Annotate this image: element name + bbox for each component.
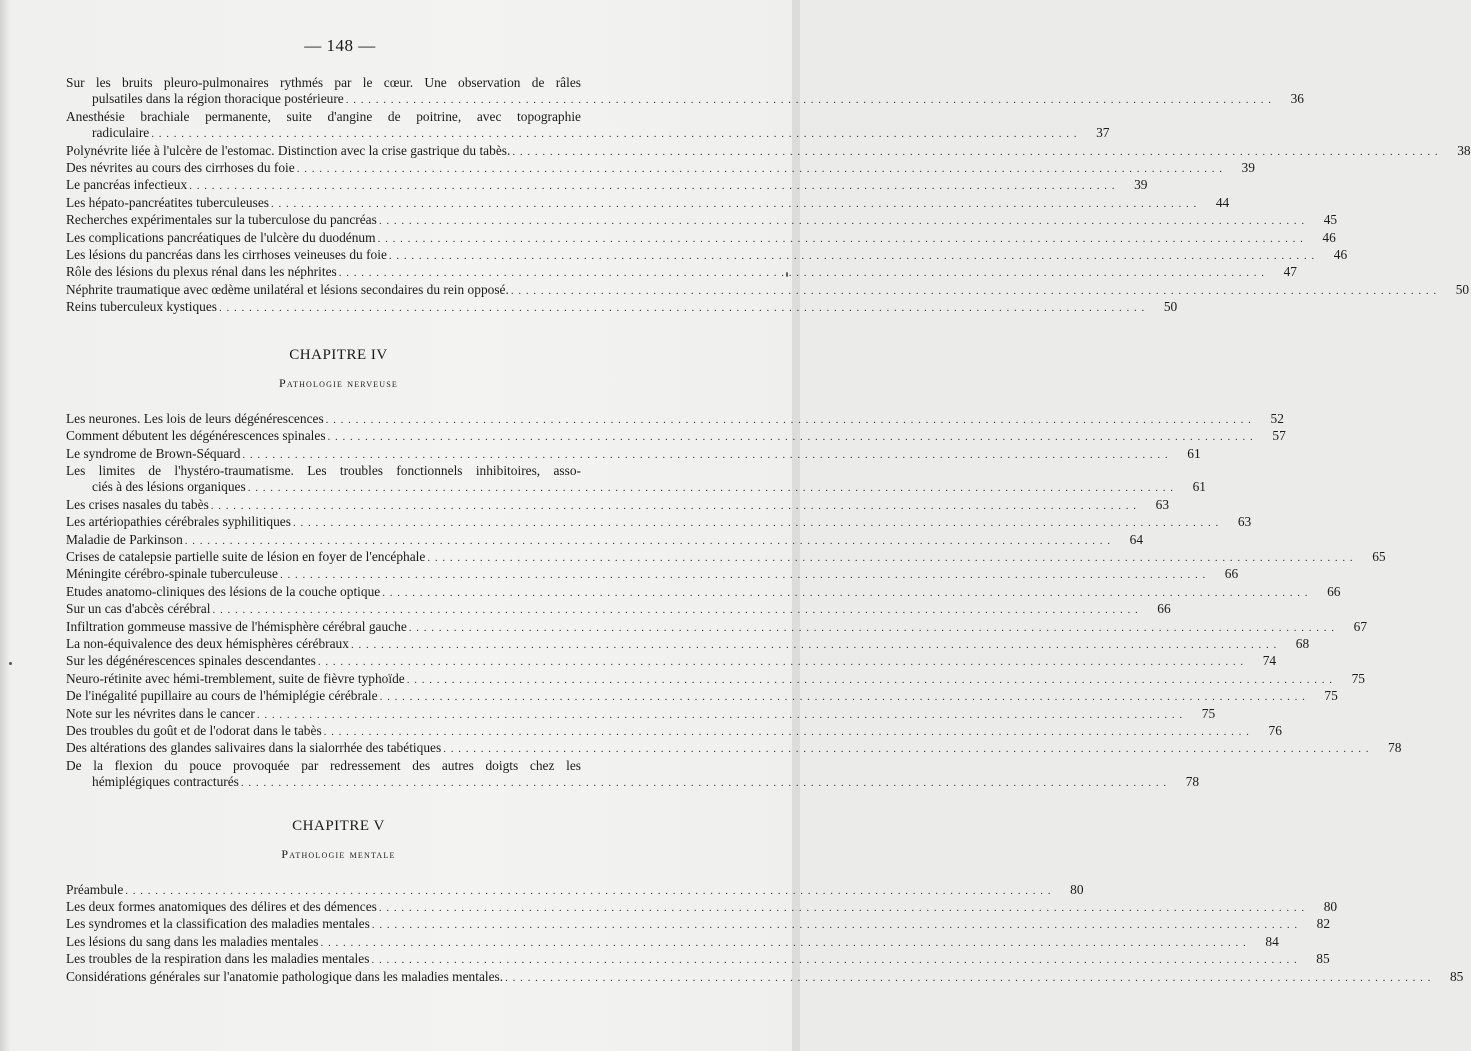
toc-entry-line	[66, 723, 1282, 740]
toc-entry-line	[66, 91, 1304, 108]
toc-entry	[66, 299, 1178, 316]
toc-page-number: 67	[1353, 618, 1368, 634]
toc-page-number: 68	[1295, 635, 1310, 651]
dot-leader	[389, 248, 1315, 264]
dot-leader	[443, 741, 1369, 757]
toc-entry	[66, 247, 1348, 264]
toc-page-number: 85	[1316, 951, 1330, 967]
print-speck	[9, 662, 12, 665]
chapter-iv-subheading: Pathologie nerveuse	[279, 375, 398, 390]
toc-entry	[66, 635, 1310, 653]
toc-page-number: 46	[1322, 229, 1336, 245]
dot-leader	[512, 144, 1438, 160]
toc-page-number: 75	[1351, 670, 1365, 686]
toc-entry-title: Néphrite traumatique avec œdème unilatéral et lésions secondaires du rein opposé.	[66, 281, 509, 297]
toc-entry-line	[66, 410, 1284, 428]
toc-entry	[66, 951, 1330, 968]
toc-entry-title: pulsatiles dans la région thoracique postérieure	[92, 91, 344, 107]
toc-list-chapter5	[66, 881, 1464, 986]
toc-entry-title: Des troubles du goût et de l'odorat dans le tabès	[66, 723, 322, 738]
toc-entry-title: Infiltration gommeuse massive de l'hémisphère cérébral gauche	[66, 618, 407, 634]
toc-entry-line	[66, 281, 1470, 299]
toc-entry-title: Le pancréas infectieux	[66, 177, 188, 193]
toc-entry-line	[66, 264, 1297, 281]
table-of-contents	[66, 75, 1471, 986]
toc-entry-title: Les crises nasales du tabès	[66, 496, 209, 512]
toc-entry-title: Le syndrome de Brown-Séquard	[66, 445, 241, 461]
toc-entry-line	[66, 531, 1144, 549]
dot-leader	[212, 602, 1138, 618]
toc-page-number: 47	[1283, 264, 1297, 280]
toc-entry-line	[66, 194, 1230, 212]
toc-entry	[66, 445, 1201, 463]
dot-leader	[407, 672, 1333, 688]
toc-entry-line	[66, 899, 1338, 916]
dot-leader	[219, 300, 1145, 316]
toc-entry-line	[66, 583, 1341, 601]
toc-list-chapter3-continued	[66, 75, 1471, 317]
toc-entry	[66, 881, 1084, 899]
toc-entry-line	[66, 670, 1365, 688]
toc-entry-title: Les lésions du sang dans les maladies mentales	[66, 933, 319, 949]
dot-leader	[189, 178, 1115, 194]
toc-entry	[66, 531, 1144, 549]
toc-entry	[66, 410, 1284, 428]
toc-entry	[66, 933, 1279, 951]
toc-entry	[66, 705, 1216, 723]
toc-entry	[66, 264, 1297, 281]
toc-list-chapter4	[66, 410, 1402, 792]
dot-leader	[257, 707, 1183, 723]
toc-entry	[66, 496, 1170, 514]
toc-entry-line	[66, 428, 1286, 445]
toc-page-number: 66	[1327, 583, 1341, 599]
toc-entry-title: De l'inégalité pupillaire au cours de l'hémiplégie cérébrale	[66, 688, 378, 704]
dot-leader	[318, 654, 1244, 670]
toc-page-number: 50	[1455, 281, 1470, 297]
toc-page-number: 44	[1215, 194, 1230, 210]
toc-page-number: 85	[1449, 968, 1464, 984]
toc-entry-title: Anesthésie brachiale permanente, suite d'angine de poitrine, avec topographie	[66, 108, 581, 124]
dot-leader	[271, 196, 1197, 212]
toc-entry	[66, 968, 1464, 986]
toc-entry-title: La non-équivalence des deux hémisphères cérébraux	[66, 635, 349, 651]
toc-entry-line	[66, 463, 611, 479]
toc-entry-title: Les limites de l'hystéro-traumatisme. Les troubles fonctionnels inhibitoires, asso-	[66, 462, 581, 478]
toc-page-number: 37	[1096, 125, 1110, 141]
toc-entry-title: Note sur les névrites dans le cancer	[66, 705, 255, 721]
toc-entry	[66, 75, 1304, 109]
toc-entry	[66, 757, 1200, 792]
dot-leader	[372, 917, 1298, 933]
toc-entry-line	[66, 445, 1201, 463]
toc-entry-line	[66, 705, 1216, 723]
toc-page-number: 63	[1237, 514, 1252, 530]
chapter-v-subheading: Pathologie mentale	[281, 846, 396, 861]
toc-entry-title: De la flexion du pouce provoquée par redressement des autres doigts chez les	[66, 757, 581, 773]
toc-entry-title: Les troubles de la respiration dans les maladies mentales	[66, 951, 370, 967]
toc-entry	[66, 688, 1338, 705]
toc-entry-line	[66, 916, 1331, 933]
toc-entry-line	[66, 142, 1471, 160]
toc-entry	[66, 566, 1239, 583]
dot-leader	[351, 637, 1277, 653]
toc-entry-title: Crises de catalepsie partielle suite de lésion en foyer de l'encéphale	[66, 548, 426, 564]
toc-entry-line	[66, 109, 611, 125]
toc-page-number: 66	[1224, 566, 1239, 582]
toc-page-number: 52	[1270, 410, 1284, 426]
dot-leader	[248, 480, 1174, 496]
toc-entry-line	[66, 160, 1255, 177]
dot-leader	[427, 550, 1353, 566]
dot-leader	[185, 533, 1111, 549]
toc-page-number: 84	[1265, 933, 1279, 949]
toc-entry	[66, 740, 1402, 757]
toc-entry-line	[66, 496, 1170, 514]
dot-leader	[280, 567, 1206, 583]
dot-leader	[324, 724, 1250, 740]
dot-leader	[379, 213, 1305, 229]
toc-entry-title: Sur un cas d'abcès cérébral	[66, 601, 211, 617]
toc-entry-title: Les artériopathies cérébrales syphilitiques	[66, 514, 291, 530]
toc-entry-line	[66, 774, 1200, 791]
toc-page-number: 57	[1272, 428, 1286, 444]
toc-page-number: 61	[1192, 479, 1206, 495]
chapter-iv-heading: CHAPITRE IV	[289, 346, 388, 363]
toc-entry	[66, 916, 1331, 933]
toc-page-number: 80	[1070, 881, 1084, 897]
chapter-v-heading: CHAPITRE V	[292, 817, 385, 834]
toc-page-number: 64	[1129, 531, 1144, 547]
dot-leader	[379, 900, 1305, 916]
toc-entry-line	[66, 968, 1464, 986]
toc-entry-title: Les complications pancréatiques de l'ulcère du duodénum	[66, 229, 376, 245]
toc-entry-title: Reins tuberculeux kystiques	[66, 299, 217, 315]
toc-entry-line	[66, 479, 1206, 496]
dot-leader	[293, 515, 1219, 531]
toc-entry-title: Comment débutent les dégénérescences spinales	[66, 428, 326, 444]
toc-entry-title: Des névrites au cours des cirrhoses du foie	[66, 160, 295, 176]
toc-entry	[66, 462, 1206, 497]
toc-entry-title: Des altérations des glandes salivaires dans la sialorrhée des tabétiques	[66, 740, 442, 756]
toc-entry-title: Maladie de Parkinson	[66, 531, 183, 547]
page-number: — 148 —	[304, 36, 376, 55]
toc-entry	[66, 177, 1148, 194]
toc-entry	[66, 108, 1110, 143]
toc-entry-line	[66, 566, 1239, 583]
toc-entry	[66, 653, 1277, 670]
toc-entry-title: Les neurones. Les lois de leurs dégénérescences	[66, 410, 324, 426]
toc-entry-title: Etudes anatomo-cliniques des lésions de la couche optique	[66, 583, 381, 599]
toc-entry-title: Les lésions du pancréas dans les cirrhoses veineuses du foie	[66, 247, 387, 263]
toc-entry-title: Rôle des lésions du plexus rénal dans les néphrites	[66, 264, 337, 280]
toc-entry-title: Méningite cérébro-spinale tuberculeuse	[66, 566, 278, 582]
toc-entry	[66, 281, 1470, 299]
dot-leader	[409, 620, 1335, 636]
toc-entry	[66, 212, 1338, 229]
dot-leader	[339, 265, 1265, 281]
dot-leader	[346, 92, 1272, 108]
toc-page-number: 39	[1241, 160, 1255, 176]
toc-entry-title: Les hépato-pancréatites tuberculeuses	[66, 194, 269, 210]
toc-entry-title: hémiplégiques contracturés	[92, 774, 239, 790]
dot-leader	[241, 775, 1167, 791]
dot-leader	[297, 161, 1223, 177]
toc-entry-line	[66, 75, 611, 91]
toc-page-number: 66	[1157, 601, 1171, 617]
toc-page-number: 39	[1134, 177, 1148, 193]
print-speck	[786, 272, 788, 277]
dot-leader	[382, 585, 1308, 601]
toc-entry-line	[66, 514, 1252, 531]
dot-leader	[380, 689, 1306, 705]
toc-entry	[66, 670, 1365, 688]
toc-entry-title: Neuro-rétinite avec hémi-tremblement, suite de fièvre typhoïde	[66, 670, 405, 686]
toc-entry-title: Les deux formes anatomiques des délires et des démences	[66, 899, 377, 915]
dot-leader	[511, 283, 1437, 299]
toc-entry	[66, 194, 1230, 212]
dot-leader	[242, 447, 1168, 463]
toc-page-number: 65	[1372, 548, 1386, 564]
dot-leader	[326, 412, 1252, 428]
toc-page-number: 38	[1457, 142, 1471, 158]
toc-entry	[66, 899, 1338, 916]
toc-page-number: 50	[1163, 299, 1178, 315]
toc-entry-line	[66, 740, 1402, 757]
toc-entry	[66, 142, 1471, 160]
toc-entry	[66, 229, 1336, 247]
toc-page-number: 45	[1323, 212, 1338, 228]
toc-entry-line	[66, 758, 611, 774]
toc-entry-line	[66, 618, 1368, 636]
toc-page-number: 75	[1201, 705, 1216, 721]
toc-page-number: 74	[1262, 653, 1277, 669]
toc-entry	[66, 618, 1368, 636]
toc-page-number: 75	[1324, 688, 1338, 704]
toc-entry	[66, 514, 1252, 531]
toc-page-number: 78	[1388, 740, 1402, 756]
toc-page-number: 46	[1333, 247, 1348, 263]
toc-entry-line	[66, 229, 1336, 247]
toc-entry-line	[66, 881, 1084, 899]
toc-entry-line	[66, 247, 1348, 264]
toc-entry-line	[66, 125, 1110, 142]
toc-page-number: 63	[1155, 496, 1170, 512]
toc-entry-title: Sur les dégénérescences spinales descendantes	[66, 653, 316, 669]
toc-entry	[66, 428, 1286, 445]
toc-entry	[66, 601, 1171, 618]
toc-entry-title: Les syndromes et la classification des maladies mentales	[66, 916, 370, 932]
toc-entry	[66, 160, 1255, 177]
toc-entry-line	[66, 653, 1277, 670]
toc-page-number: 82	[1316, 916, 1331, 932]
dot-leader	[125, 883, 1051, 899]
toc-page-number: 80	[1323, 899, 1338, 915]
toc-entry-line	[66, 299, 1178, 316]
toc-entry-title: Considérations générales sur l'anatomie pathologique dans les maladies mentales.	[66, 968, 504, 984]
toc-entry-title: Polynévrite liée à l'ulcère de l'estomac. Distinction avec la crise gastrique du tabès.	[66, 142, 511, 158]
toc-entry-title: Sur les bruits pleuro-pulmonaires rythmés par le cœur. Une observation de râles	[66, 75, 581, 90]
toc-entry	[66, 583, 1341, 601]
toc-page-number: 78	[1185, 774, 1200, 790]
toc-page-number: 76	[1268, 723, 1282, 738]
toc-page-number: 36	[1290, 91, 1304, 107]
toc-entry-line	[66, 688, 1338, 705]
dot-leader	[371, 952, 1297, 968]
toc-entry-line	[66, 212, 1338, 229]
toc-entry-title: Recherches expérimentales sur la tuberculose du pancréas	[66, 212, 377, 228]
dot-leader	[321, 935, 1247, 951]
dot-leader	[211, 498, 1137, 514]
toc-page-number: 61	[1187, 445, 1201, 461]
toc-entry-title: radiculaire	[92, 125, 150, 141]
dot-leader	[328, 429, 1254, 445]
dot-leader	[505, 970, 1431, 986]
toc-entry	[66, 723, 1282, 740]
toc-entry-line	[66, 548, 1386, 566]
toc-entry-line	[66, 635, 1310, 653]
toc-entry-title: ciés à des lésions organiques	[92, 479, 246, 495]
toc-entry-line	[66, 951, 1330, 968]
dot-leader	[378, 231, 1304, 247]
dot-leader	[151, 126, 1077, 142]
toc-entry	[66, 548, 1386, 566]
toc-entry-title: Préambule	[66, 881, 124, 897]
toc-entry-line	[66, 601, 1171, 618]
toc-entry-line	[66, 933, 1279, 951]
toc-entry-line	[66, 177, 1148, 194]
